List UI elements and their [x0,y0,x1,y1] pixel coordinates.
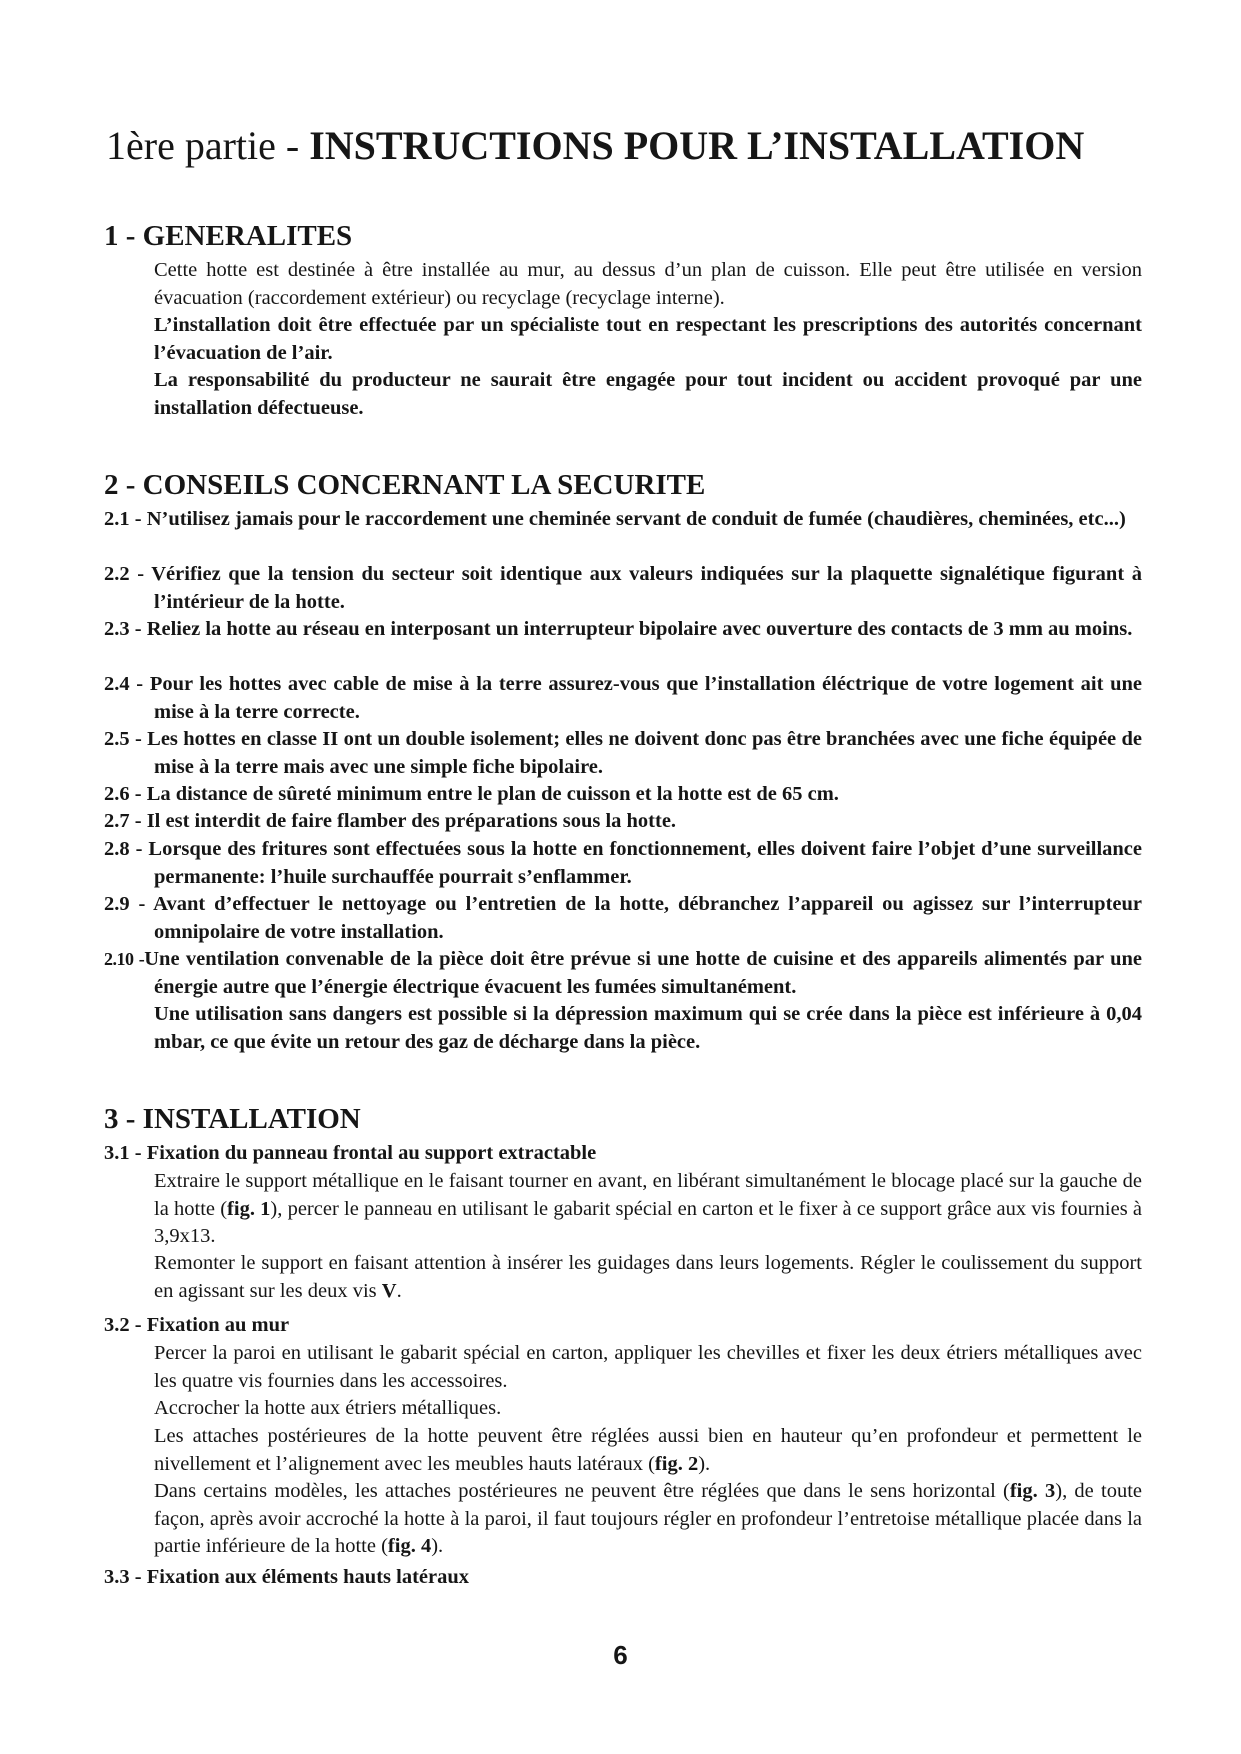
item-number: 2.4 - [104,673,150,695]
section-1-paragraph-1: Cette hotte est destinée à être installée au mur, au dessus d’un plan de cuisson. Elle peut être utilisée en version évacuation (raccordement extérieur) ou recyclage (recyclage interne). [154,259,1142,309]
item-number: 2.8 - [104,838,149,860]
item-text: Les hottes en classe II ont un double isolement; elles ne doivent donc pas être branchées avec une fiche équipée de mise à la terre mais avec une simple fiche bipolaire. [147,728,1143,778]
item-number: 2.5 - [104,728,148,750]
item-text: N’utilisez jamais pour le raccordement une cheminée servant de conduit de fumée (chaudières, cheminées, etc...) [146,508,1126,530]
subsection-3-2-paragraph-1: Percer la paroi en utilisant le gabarit spécial en carton, appliquer les chevilles et fixer les deux étriers métalliques avec les quatre vis fournies dans les accessoires. [154,1342,1142,1392]
item-text: Avant d’effectuer le nettoyage ou l’entretien de la hotte, débranchez l’appareil ou agissez sur l’interrupteur omnipolaire de votre installation. [153,893,1142,943]
screw-label: V [381,1279,397,1302]
safety-item-2-2 [104,561,1142,616]
subsection-3-2-paragraph-3 [154,1423,1142,1478]
item-text: Une ventilation convenable de la pièce doit être prévue si une hotte de cuisine et des appareils alimentés par une énergie autre que l’énergie électrique évacuent les fumées simultanément. [144,948,1142,998]
text-run: ), de toute façon, après avoir accroché la hotte à la paroi, il faut toujours régler en profondeur l’entretoise métallique placée dans la partie inférieure de la hotte ( [154,1480,1143,1558]
safety-item-2-9 [104,891,1142,946]
text-run: ). [698,1452,711,1475]
figure-reference: fig. 2 [654,1452,699,1475]
title-main: INSTRUCTIONS POUR L’INSTALLATION [309,123,1085,168]
safety-item-2-10 [104,946,1142,1001]
safety-item-2-8 [104,836,1142,891]
text-run: Les attaches postérieures de la hotte peuvent être réglées aussi bien en hauteur qu’en profondeur et permettent le nivellement et l’alignement avec les meubles hauts latéraux ( [154,1425,1142,1475]
figure-reference: fig. 3 [1009,1480,1056,1502]
item-number: 2.7 - [104,810,147,832]
subsection-3-1-heading: 3.1 - Fixation du panneau frontal au support extractable [104,1142,597,1164]
item-number: 2.2 - [104,563,152,585]
figure-reference: fig. 4 [387,1535,432,1558]
subsection-3-2-paragraph-2: Accrocher la hotte aux étriers métalliques. [154,1397,502,1419]
safety-item-2-1 [104,506,1142,534]
page-number: 6 [613,1640,628,1670]
item-text: Reliez la hotte au réseau en interposant un interrupteur bipolaire avec ouverture des contacts de 3 mm au moins. [146,618,1133,640]
subsection-3-1-paragraph-2 [154,1250,1142,1305]
subsection-3-2-heading: 3.2 - Fixation au mur [104,1314,290,1336]
item-text: Il est interdit de faire flamber des préparations sous la hotte. [146,810,677,832]
item-number: 2.10 - [104,949,145,969]
text-run: . [396,1279,402,1302]
section-2-heading: 2 - CONSEILS CONCERNANT LA SECURITE [104,469,706,501]
section-1-heading: 1 - GENERALITES [104,220,353,252]
safety-item-2-6 [104,781,1142,809]
text-run: ), percer le panneau en utilisant le gabarit spécial en carton et le fixer à ce support grâce aux vis fournies à 3,9x13. [154,1197,1142,1248]
safety-item-2-3 [104,616,1142,644]
safety-item-2-4 [104,671,1142,726]
item-text: Lorsque des fritures sont effectuées sous la hotte en fonctionnement, elles doivent faire l’objet d’une surveillance permanente: l’huile surchauffée pourrait s’enflammer. [148,838,1143,888]
text-run: ). [431,1535,444,1558]
page-title [106,118,1084,174]
item-number: 2.9 - [104,893,154,915]
text-run: Remonter le support en faisant attention à insérer les guidages dans leurs logements. Régler le coulissement du support en agissant sur les deux vis [154,1252,1142,1302]
text-run: Dans certains modèles, les attaches postérieures ne peuvent être réglées que dans le sens horizontal ( [154,1480,1010,1502]
figure-reference: fig. 1 [227,1197,271,1220]
section-1-paragraph-3: La responsabilité du producteur ne saurait être engagée pour tout incident ou accident provoqué par une installation défectueuse. [154,369,1142,419]
title-prefix: 1ère partie - [106,123,310,168]
section-3-heading: 3 - INSTALLATION [104,1103,361,1135]
subsection-3-1-paragraph-1 [154,1168,1142,1251]
safety-item-2-5 [104,726,1142,781]
text-run: Extraire le support métallique en le faisant tourner en avant, en libérant simultanément le blocage placé sur la gauche de la hotte ( [154,1170,1142,1220]
item-text: La distance de sûreté minimum entre le plan de cuisson et la hotte est de 65 cm. [146,783,839,805]
section-1-paragraph-2: L’installation doit être effectuée par un spécialiste tout en respectant les prescriptions des autorités concernant l’évacuation de l’air. [154,314,1142,364]
subsection-3-3-heading: 3.3 - Fixation aux éléments hauts latéraux [104,1566,469,1588]
item-number: 2.6 - [104,783,147,805]
item-text: Pour les hottes avec cable de mise à la terre assurez-vous que l’installation éléctrique de votre logement ait une mise à la terre correcte. [149,673,1142,723]
item-number: 2.3 - [104,618,147,640]
item-text: Vérifiez que la tension du secteur soit identique aux valeurs indiquées sur la plaquette signalétique figurant à l’intérieur de la hotte. [151,563,1142,613]
safety-item-2-7 [104,808,1142,836]
safety-item-2-10-continued: Une utilisation sans dangers est possible si la dépression maximum qui se crée dans la pièce est inférieure à 0,04 mbar, ce que évite un retour des gaz de décharge dans la pièce. [154,1003,1142,1053]
subsection-3-2-paragraph-4 [154,1478,1142,1561]
item-number: 2.1 - [104,508,147,530]
